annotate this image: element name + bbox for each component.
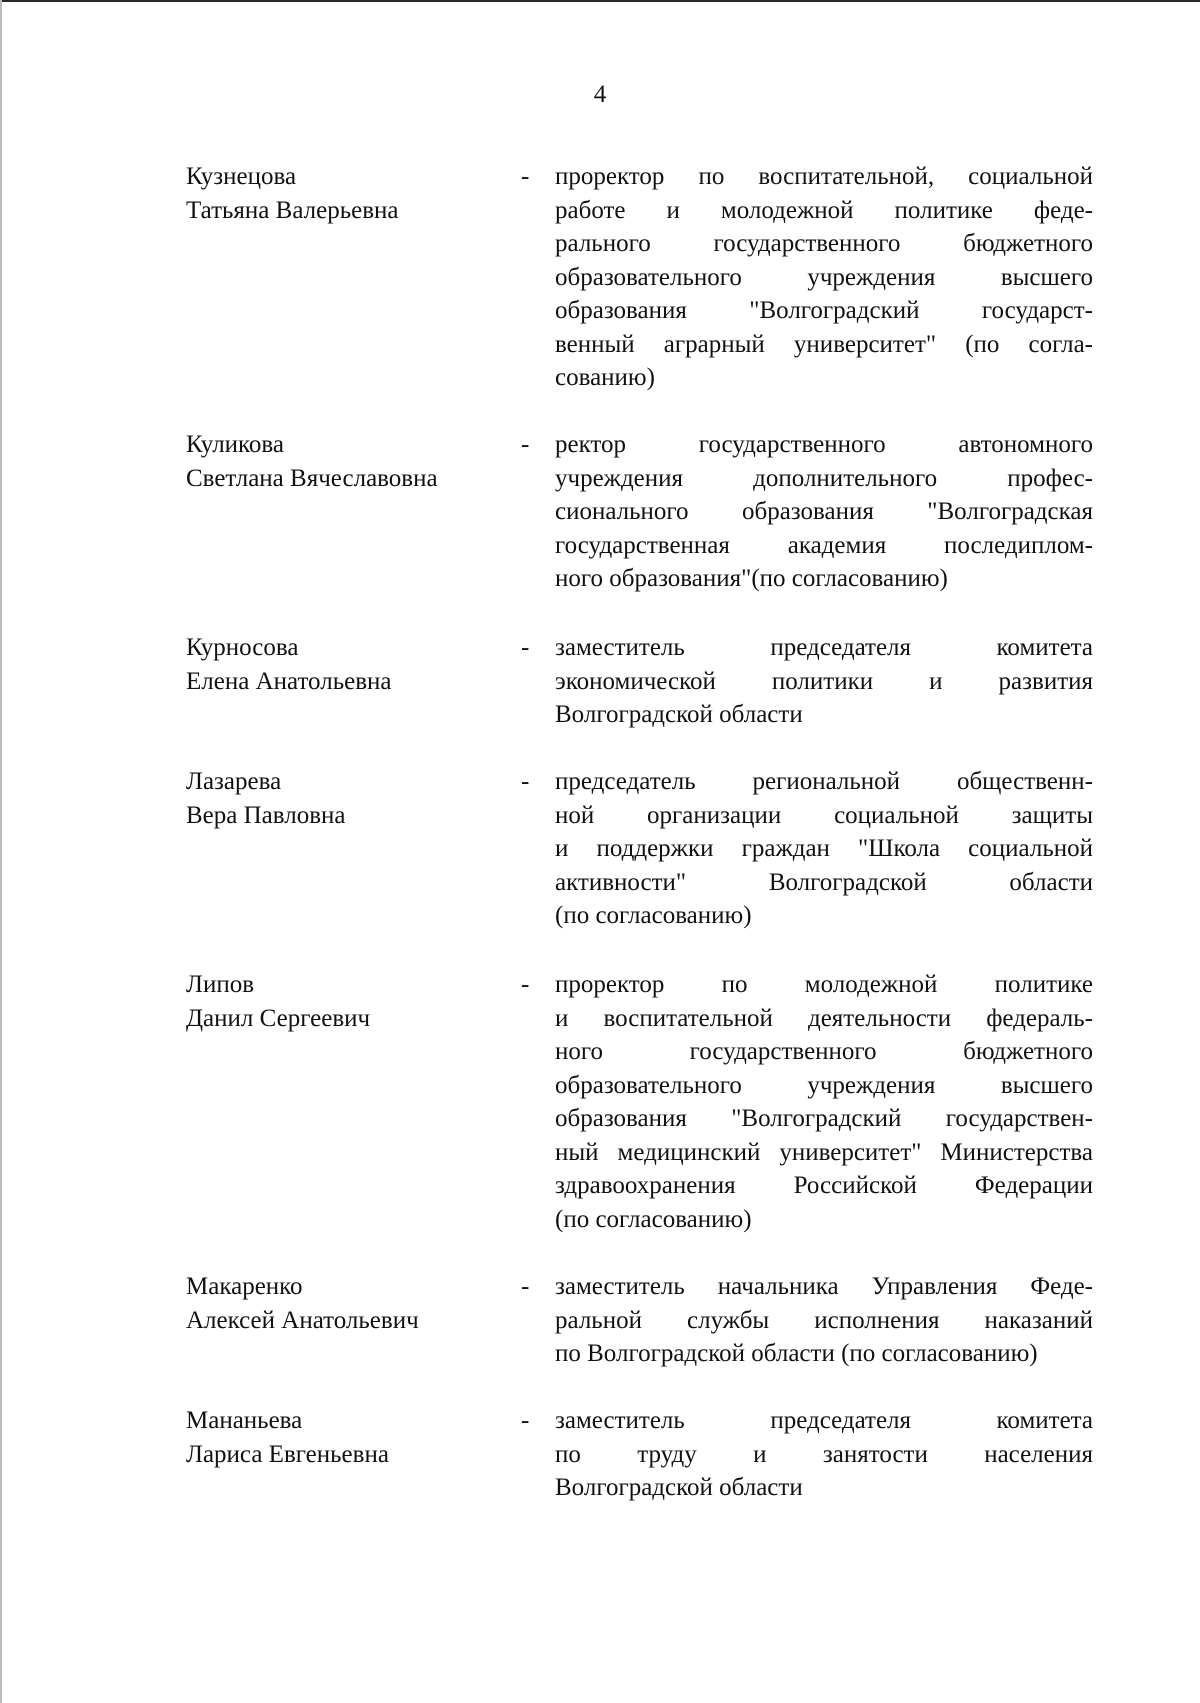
member-position	[555, 968, 1093, 1236]
member-given-names: Елена Анатольевна	[186, 667, 392, 695]
position-line: активности" Волгоградской области	[555, 868, 1093, 896]
member-position	[555, 765, 1093, 933]
member-surname: Мананьева	[186, 1407, 303, 1434]
position-line: по Волгоградской области (по согласованию)	[555, 1340, 1038, 1367]
entry-dash: -	[521, 634, 530, 661]
member-position	[555, 160, 1093, 395]
member-name	[186, 1270, 506, 1337]
member-name	[186, 1404, 506, 1471]
member-name	[186, 631, 506, 698]
position-line: по труду и занятости населения	[555, 1440, 1093, 1468]
position-line: Волгоградской области	[555, 701, 803, 728]
position-line: и воспитательной деятельности федераль-	[555, 1004, 1093, 1032]
position-line: работе и молодежной политике феде-	[555, 196, 1093, 224]
position-line: экономической политики и развития	[555, 667, 1093, 695]
position-line: ральной службы исполнения наказаний	[555, 1306, 1093, 1334]
position-line: и поддержки граждан "Школа социальной	[555, 835, 1093, 862]
scan-edge-top	[0, 0, 1200, 2]
member-given-names: Светлана Вячеславовна	[186, 464, 438, 492]
entry-dash: -	[521, 1407, 530, 1434]
position-line: образовательного учреждения высшего	[555, 1071, 1093, 1099]
member-given-names: Данил Сергеевич	[186, 1004, 371, 1032]
member-position	[555, 1270, 1093, 1371]
member-position	[555, 428, 1093, 596]
member-surname: Макаренко	[186, 1273, 303, 1300]
entry-dash: -	[521, 1273, 530, 1300]
entry-dash: -	[521, 431, 530, 458]
member-name	[186, 160, 506, 227]
position-line: образования "Волгоградский государст-	[555, 297, 1093, 324]
position-line: проректор по воспитательной, социальной	[555, 163, 1093, 190]
member-surname: Куликова	[186, 431, 284, 458]
entry-dash: -	[521, 768, 530, 795]
position-line: государственная академия последиплом-	[555, 531, 1093, 559]
position-line: (по согласованию)	[555, 902, 752, 929]
member-given-names: Лариса Евгеньевна	[186, 1440, 389, 1468]
page-number: 4	[593, 81, 607, 108]
member-surname: Лазарева	[186, 768, 282, 795]
member-name	[186, 968, 506, 1035]
member-given-names: Алексей Анатольевич	[186, 1306, 419, 1334]
scan-edge-left	[0, 0, 2, 1703]
position-line: заместитель председателя комитета	[555, 1407, 1093, 1434]
member-name	[186, 765, 506, 832]
position-line: ный медицинский университет" Министерства	[555, 1138, 1093, 1166]
position-line: (по согласованию)	[555, 1205, 752, 1233]
position-line: Волгоградской области	[555, 1474, 803, 1501]
member-position	[555, 1404, 1093, 1505]
position-line: образовательного учреждения высшего	[555, 263, 1093, 291]
member-surname: Липов	[186, 971, 255, 998]
member-surname: Кузнецова	[186, 163, 297, 190]
position-line: председатель региональной общественн-	[555, 768, 1093, 795]
position-line: заместитель начальника Управления Феде-	[555, 1273, 1093, 1300]
position-line: сованию)	[555, 364, 655, 391]
position-line: ного государственного бюджетного	[555, 1038, 1093, 1065]
position-line: здравоохранения Российской Федерации	[555, 1172, 1093, 1199]
position-line: учреждения дополнительного профес-	[555, 464, 1093, 492]
position-line: образования "Волгоградский государствен-	[555, 1105, 1093, 1132]
position-line: заместитель председателя комитета	[555, 634, 1093, 661]
position-line: сионального образования "Волгоградская	[555, 498, 1093, 525]
member-position	[555, 631, 1093, 732]
position-line: ного образования"(по согласованию)	[555, 565, 948, 592]
member-surname: Курносова	[186, 634, 299, 661]
entry-dash: -	[521, 163, 530, 190]
entry-dash: -	[521, 971, 530, 998]
member-given-names: Татьяна Валерьевна	[186, 196, 399, 224]
position-line: рального государственного бюджетного	[555, 230, 1093, 257]
member-given-names: Вера Павловна	[186, 801, 346, 829]
position-line: ректор государственного автономного	[555, 431, 1093, 458]
position-line: венный аграрный университет" (по согла-	[555, 330, 1093, 358]
position-line: проректор по молодежной политике	[555, 971, 1093, 998]
position-line: ной организации социальной защиты	[555, 801, 1093, 829]
member-name	[186, 428, 506, 495]
